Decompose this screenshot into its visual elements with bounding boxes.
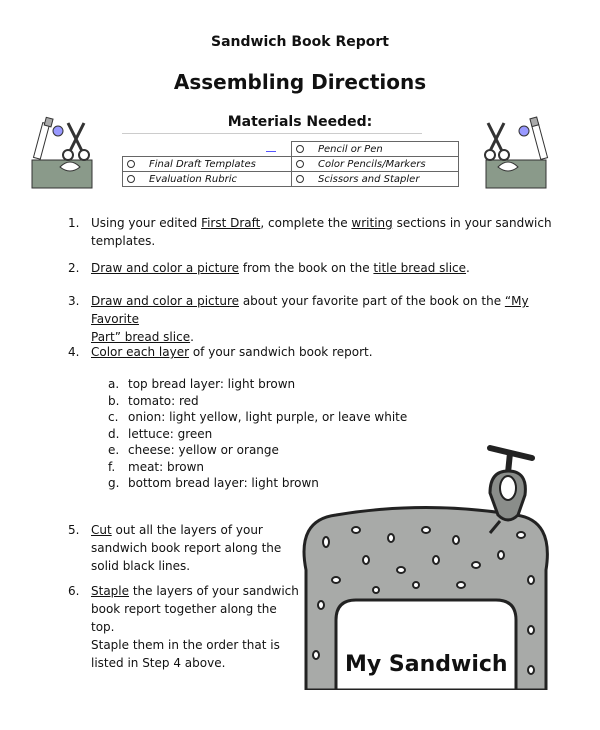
list-letter: b. xyxy=(108,393,120,408)
text: Draw and color a picture xyxy=(91,261,239,275)
bullet-icon xyxy=(296,175,304,183)
list-letter: g. xyxy=(108,476,120,490)
text: . xyxy=(190,330,194,344)
list-letter: d. xyxy=(108,426,120,441)
text: about your favorite part of the book on the xyxy=(239,294,505,308)
table-row xyxy=(123,172,459,187)
list-item xyxy=(108,393,407,410)
text: Staple them in the order that is xyxy=(91,638,280,652)
list-text: cheese: yellow or orange xyxy=(128,443,279,457)
table-cell xyxy=(292,142,459,157)
list-item xyxy=(108,409,407,426)
table-row xyxy=(123,142,459,157)
step-text xyxy=(91,582,301,672)
text: out all the layers of your xyxy=(111,523,263,537)
bullet-icon xyxy=(127,175,135,183)
text: listed in Step 4 above. xyxy=(91,656,226,670)
sandwich-label: My Sandwich xyxy=(345,652,508,677)
material-item: Evaluation Rubric xyxy=(149,173,237,185)
material-item: Scissors and Stapler xyxy=(318,173,420,185)
step-text xyxy=(91,259,571,277)
text: book report together along the top. xyxy=(91,602,277,634)
text: writing xyxy=(351,216,393,230)
text: solid black lines. xyxy=(91,559,191,573)
materials-heading: Materials Needed: xyxy=(227,114,373,130)
text: sections in your sandwich xyxy=(392,216,552,230)
bullet-icon xyxy=(127,160,135,168)
text: Part” bread slice xyxy=(91,330,191,344)
step-text xyxy=(91,343,571,361)
step-text xyxy=(91,292,571,346)
step-number: 3. xyxy=(68,294,80,308)
text: the layers of your sandwich xyxy=(129,584,299,598)
step-number: 6. xyxy=(68,584,80,598)
table-cell xyxy=(292,157,459,172)
craft-supplies-icon xyxy=(30,115,105,190)
list-text: tomato: red xyxy=(128,393,199,408)
list-text: bottom bread layer: light brown xyxy=(128,476,319,490)
list-letter: f. xyxy=(108,459,116,474)
craft-supplies-icon xyxy=(478,115,553,190)
list-item xyxy=(108,376,407,393)
step-number: 1. xyxy=(68,216,80,230)
table-cell xyxy=(292,172,459,187)
table-cell xyxy=(123,142,292,157)
table-top-rule xyxy=(122,133,422,134)
material-item: Color Pencils/Markers xyxy=(318,158,426,170)
material-item: Pencil or Pen xyxy=(318,143,383,155)
stapler-icon xyxy=(470,433,555,543)
text: Color each layer xyxy=(91,345,190,359)
list-letter: a. xyxy=(108,377,120,391)
text: Cut xyxy=(91,523,112,537)
text: First Draft xyxy=(201,216,261,230)
page-title: Sandwich Book Report xyxy=(211,34,389,50)
table-cell xyxy=(123,157,292,172)
step-text xyxy=(91,214,571,250)
material-item: Final Draft Templates xyxy=(149,158,256,170)
page-subtitle: Assembling Directions xyxy=(173,70,427,94)
step-number: 4. xyxy=(68,345,80,359)
text: , complete the xyxy=(260,216,352,230)
list-text: top bread layer: light brown xyxy=(128,377,296,391)
step-number: 5. xyxy=(68,523,80,537)
text: Staple xyxy=(91,584,130,598)
text: Draw and color a picture xyxy=(91,294,239,308)
step-number: 2. xyxy=(68,261,80,275)
list-letter: e. xyxy=(108,443,120,457)
list-text: onion: light yellow, light purple, or leave white xyxy=(128,410,408,424)
table-row xyxy=(123,157,459,172)
materials-table xyxy=(122,141,459,187)
text: title bread slice xyxy=(373,261,467,275)
text: “My Favorite xyxy=(91,294,529,326)
text: from the book on the xyxy=(239,261,374,275)
bullet-icon xyxy=(296,160,304,168)
list-text: lettuce: green xyxy=(128,426,213,441)
table-cell xyxy=(123,172,292,187)
step-text xyxy=(91,521,301,575)
text: sandwich book report along the xyxy=(91,541,282,555)
list-letter: c. xyxy=(108,410,119,424)
text: templates. xyxy=(91,234,156,248)
text: . xyxy=(466,261,470,275)
bullet-icon xyxy=(296,145,304,153)
list-text: meat: brown xyxy=(128,459,205,474)
text: Using your edited xyxy=(91,216,202,230)
text: of your sandwich book report. xyxy=(189,345,373,359)
